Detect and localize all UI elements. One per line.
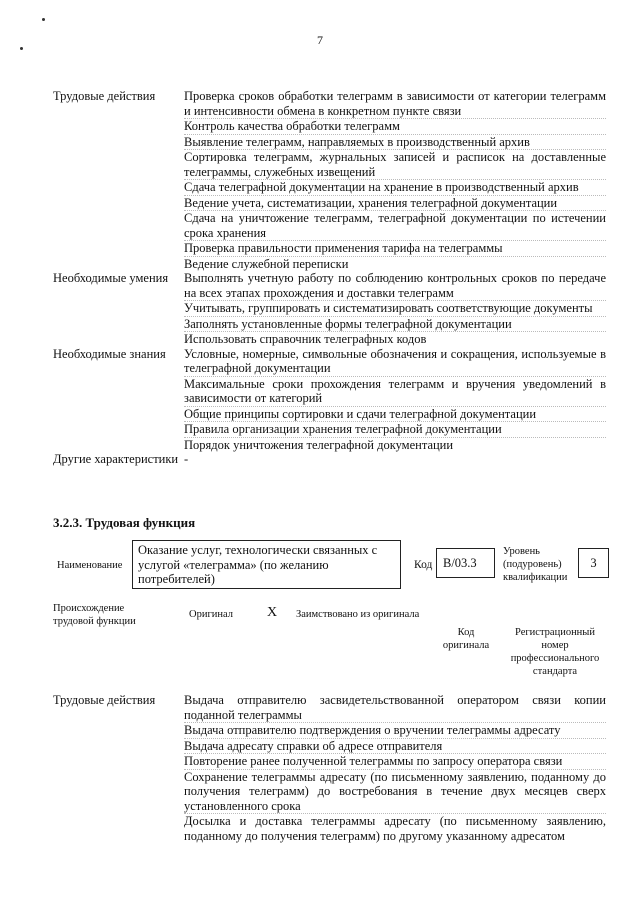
row-label: Другие характеристики — [53, 452, 179, 466]
page-number: 7 — [317, 33, 323, 47]
list-item: Выдача адресату справки об адресе отправителя — [184, 738, 606, 754]
list-item: Порядок уничтожения телеграфной документации — [184, 437, 606, 453]
list-item: Повторение ранее полученной телеграммы по запросу оператора связи — [184, 753, 606, 769]
list-item: Использовать справочник телеграфных кодов — [184, 331, 606, 347]
scan-speck — [42, 18, 45, 21]
reg-number-label: Регистрационный номер профессионального стандарта — [510, 627, 600, 677]
row-labor-actions — [53, 89, 606, 271]
list-item: Выявление телеграмм, направляемых в производственный архив — [184, 134, 606, 150]
list-item: Максимальные сроки прохождения телеграмм и вручения уведомлений в зависимости от категорий — [184, 376, 606, 405]
list-item: Выдача отправителю засвидетельствованной оператором связи копии поданной телеграммы — [184, 693, 606, 722]
list-item: Сортировка телеграмм, журнальных записей и расписок на доставленные телеграммы, служебных извещений — [184, 150, 606, 179]
row-required-skills — [53, 271, 606, 347]
list-item: Общие принципы сортировки и сдачи телеграфной документации — [184, 406, 606, 422]
origin-label: Происхождение трудовой функции — [53, 603, 136, 627]
row-label: Трудовые действия — [53, 693, 156, 707]
list-item: Сдача телеграфной документации на хранение в производственный архив — [184, 179, 606, 195]
code-label: Код — [414, 559, 433, 571]
list-item: Правила организации хранения телеграфной документации — [184, 421, 606, 437]
section-heading: 3.2.3. Трудовая функция — [53, 515, 196, 530]
list-item: Ведение учета, систематизации, хранения телеграфной документации — [184, 195, 606, 211]
list-item: Учитывать, группировать и систематизировать соответствующие документы — [184, 300, 606, 316]
list-item: Выполнять учетную работу по соблюдению контрольных сроков по передаче на всех этапах прохождения и доставки телеграмм — [184, 271, 606, 300]
scan-speck — [20, 47, 23, 50]
code-original-label: Код оригинала — [442, 627, 490, 651]
list-item: Ведение служебной переписки — [184, 256, 606, 272]
list-item: - — [184, 452, 189, 466]
list-item: Проверка правильности применения тарифа на телеграммы — [184, 240, 606, 256]
row-label: Трудовые действия — [53, 89, 156, 103]
list-item: Заполнять установленные формы телеграфной документации — [184, 316, 606, 332]
code-value-box: В/03.3 — [436, 548, 495, 578]
row-label: Необходимые умения — [53, 271, 169, 285]
labor-table-1 — [53, 89, 606, 467]
level-label: Уровень (подуровень) квалификации — [503, 546, 568, 583]
row-label: Необходимые знания — [53, 346, 166, 361]
original-label: Оригинал — [189, 609, 233, 620]
row-labor-actions — [53, 693, 606, 843]
list-item: Проверка сроков обработки телеграмм в зависимости от категории телеграмм и интенсивности обмена в конкретном пункте связи — [184, 89, 606, 118]
list-item: Выдача отправителю подтверждения о вручении телеграммы адресату — [184, 722, 606, 738]
labor-table-2 — [53, 693, 606, 843]
list-item: Контроль качества обработки телеграмм — [184, 118, 606, 134]
list-item: Сдача на уничтожение телеграмм, телеграфной документации по истечении срока хранения — [184, 211, 606, 240]
list-item: Сохранение телеграммы адресату (по письменному заявлению, поданному до получения телеграмм) до востребования в течение двух месяцев сверх установленного срока — [184, 769, 606, 813]
name-label: Наименование — [57, 560, 123, 571]
row-other-characteristics — [53, 452, 606, 467]
list-item: Условные, номерные, символьные обозначения и сокращения, используемые в телеграфной документации — [184, 346, 606, 375]
level-value-box: 3 — [578, 548, 609, 578]
list-item: Досылка и доставка телеграммы адресату (по письменному заявлению, поданному до получения телеграмм) по другому указанному адресатом — [184, 814, 606, 843]
name-value-box: Оказание услуг, технологически связанных с услугой «телеграмма» (по желанию потребителей) — [132, 540, 401, 589]
borrowed-label: Заимствовано из оригинала — [296, 609, 420, 620]
original-mark: X — [267, 605, 278, 620]
row-required-knowledge — [53, 347, 606, 453]
